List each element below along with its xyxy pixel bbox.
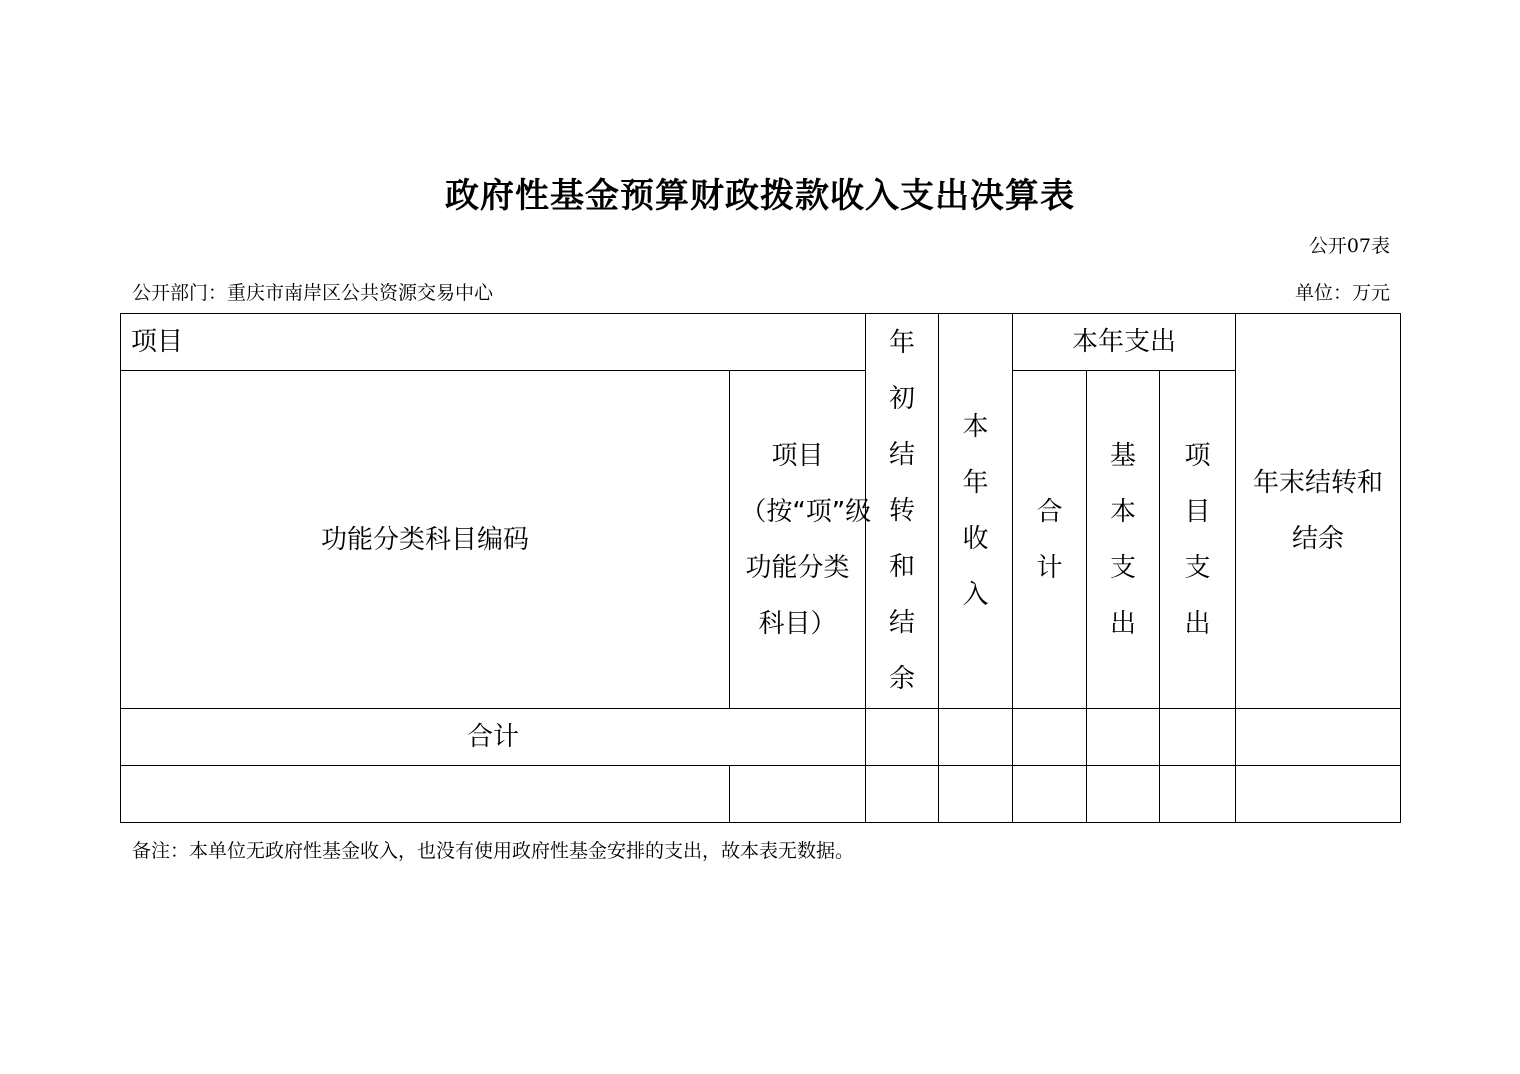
header-end-balance (1236, 314, 1401, 709)
header-basic-expense-label: 基本支出 (1110, 440, 1137, 639)
total-end-balance-cell (1236, 709, 1401, 766)
header-expense-total-label: 合计 (1036, 496, 1063, 583)
row-expense-total-cell (1013, 766, 1087, 823)
footnote: 备注：本单位无政府性基金收入，也没有使用政府性基金安排的支出，故本表无数据。 (132, 840, 855, 862)
page-title: 政府性基金预算财政拨款收入支出决算表 (445, 176, 1075, 216)
header-year-expense: 本年支出 (1013, 314, 1236, 371)
header-func-code: 功能分类科目编码 (121, 371, 730, 709)
budget-table (120, 313, 1401, 823)
header-project-expense-label: 项目支出 (1184, 440, 1211, 639)
total-row (121, 709, 1401, 766)
header-year-income (939, 314, 1013, 709)
total-row-label: 合计 (121, 709, 866, 766)
row-end-balance-cell (1236, 766, 1401, 823)
table-row (121, 766, 1401, 823)
row-begin-balance-cell (866, 766, 939, 823)
header-row-2 (121, 371, 1401, 709)
header-expense-total (1013, 371, 1087, 709)
row-basic-expense-cell (1087, 766, 1160, 823)
table-code: 公开07表 (1308, 235, 1390, 257)
header-basic-expense (1087, 371, 1160, 709)
department-label: 公开部门：重庆市南岸区公共资源交易中心 (132, 282, 494, 304)
header-project: 项目 (121, 314, 866, 371)
header-row-1 (121, 314, 1401, 371)
header-func-name-label: 项目（按“项”级功能分类科目） (740, 440, 872, 639)
header-project-expense (1160, 371, 1236, 709)
total-project-expense-cell (1160, 709, 1236, 766)
row-func-code-cell (121, 766, 730, 823)
header-end-balance-label: 年末结转和结余 (1253, 468, 1384, 554)
row-func-name-cell (730, 766, 866, 823)
total-basic-expense-cell (1087, 709, 1160, 766)
header-func-name (730, 371, 872, 709)
header-begin-balance-label: 年初结转和结余 (889, 328, 916, 694)
row-year-income-cell (939, 766, 1013, 823)
unit-label: 单位：万元 (1294, 282, 1390, 304)
header-year-income-label: 本年收入 (962, 412, 989, 610)
header-begin-balance (866, 314, 939, 709)
total-year-income-cell (939, 709, 1013, 766)
total-begin-balance-cell (866, 709, 939, 766)
row-project-expense-cell (1160, 766, 1236, 823)
total-expense-total-cell (1013, 709, 1087, 766)
